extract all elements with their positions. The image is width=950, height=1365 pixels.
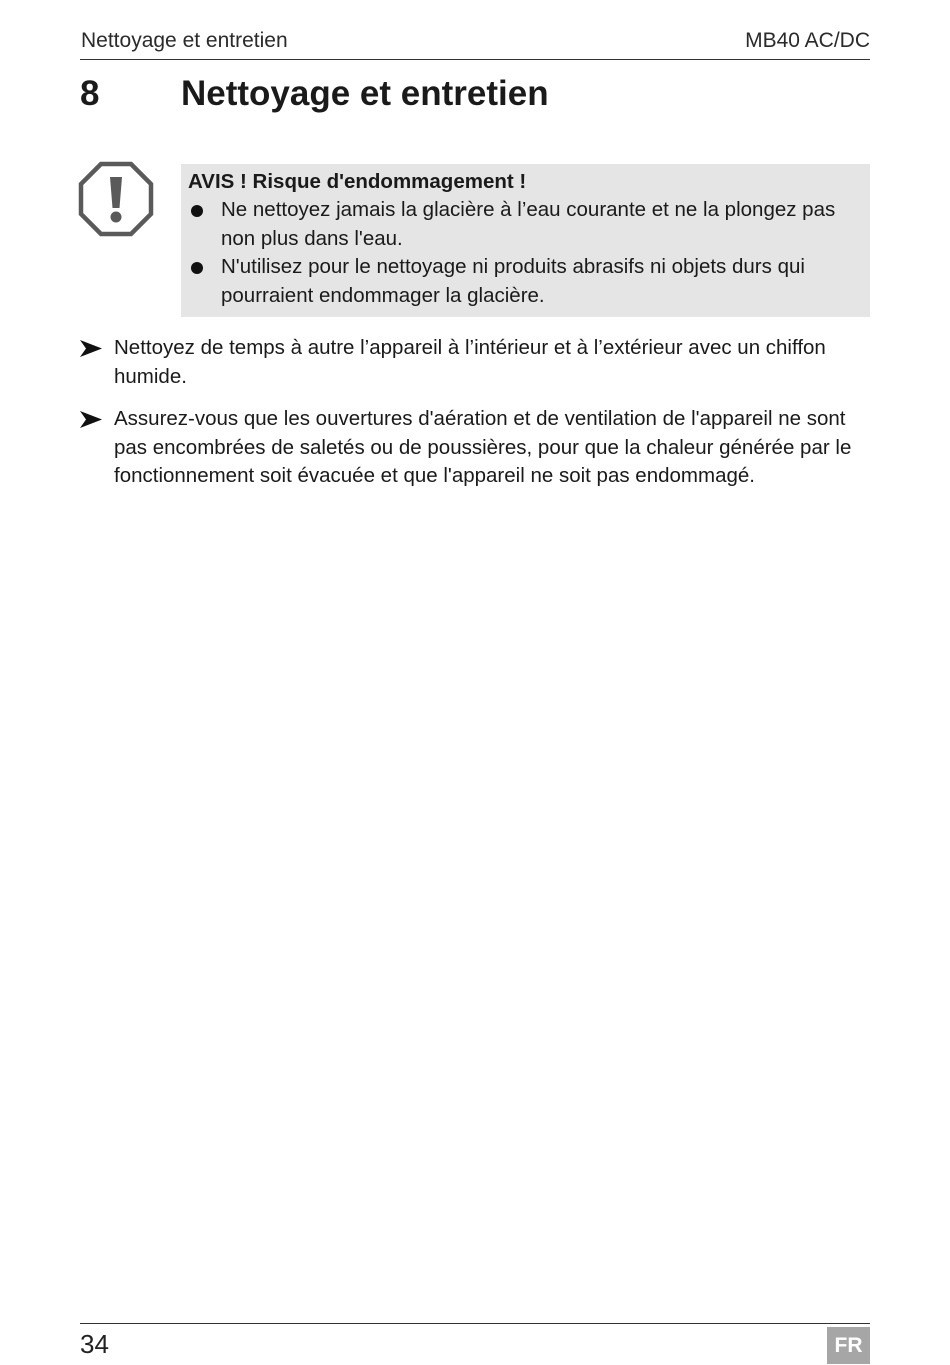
instruction-step [80,405,870,491]
notice-item-text: N'utilisez pour le nettoyage ni produits abrasifs ni objets durs qui pourraient endommager la glacière. [221,255,805,307]
bullet-icon [191,205,203,217]
notice-list [188,196,860,310]
running-header-model: MB40 AC/DC [745,29,870,52]
header-divider [80,59,870,60]
warning-octagon-icon [78,161,154,237]
list-item [188,253,860,310]
notice-item-text: Ne nettoyez jamais la glacière à l’eau courante et ne la plongez pas non plus dans l'eau. [221,198,836,250]
arrow-right-icon [80,411,102,428]
instruction-step [80,334,870,391]
instruction-steps [80,334,870,505]
list-item [188,196,860,253]
language-badge: FR [827,1327,870,1364]
bullet-icon [191,262,203,274]
footer-divider [80,1323,870,1324]
instruction-step-text: Assurez-vous que les ouvertures d'aération et de ventilation de l'appareil ne sont pas encombrées de saletés ou de poussières, pour que la chaleur générée par le fonctionnement soit évacuée et que l'appareil ne soit pas endommagé. [114,407,852,487]
notice-heading: AVIS ! Risque d'endommagement ! [188,170,527,193]
chapter-number: 8 [80,74,100,113]
arrow-right-icon [80,340,102,357]
notice-box [181,164,870,317]
page-number: 34 [80,1329,109,1359]
chapter-title: Nettoyage et entretien [181,74,549,113]
instruction-step-text: Nettoyez de temps à autre l’appareil à l’intérieur et à l’extérieur avec un chiffon humide. [114,336,826,388]
running-header-section: Nettoyage et entretien [81,29,288,52]
